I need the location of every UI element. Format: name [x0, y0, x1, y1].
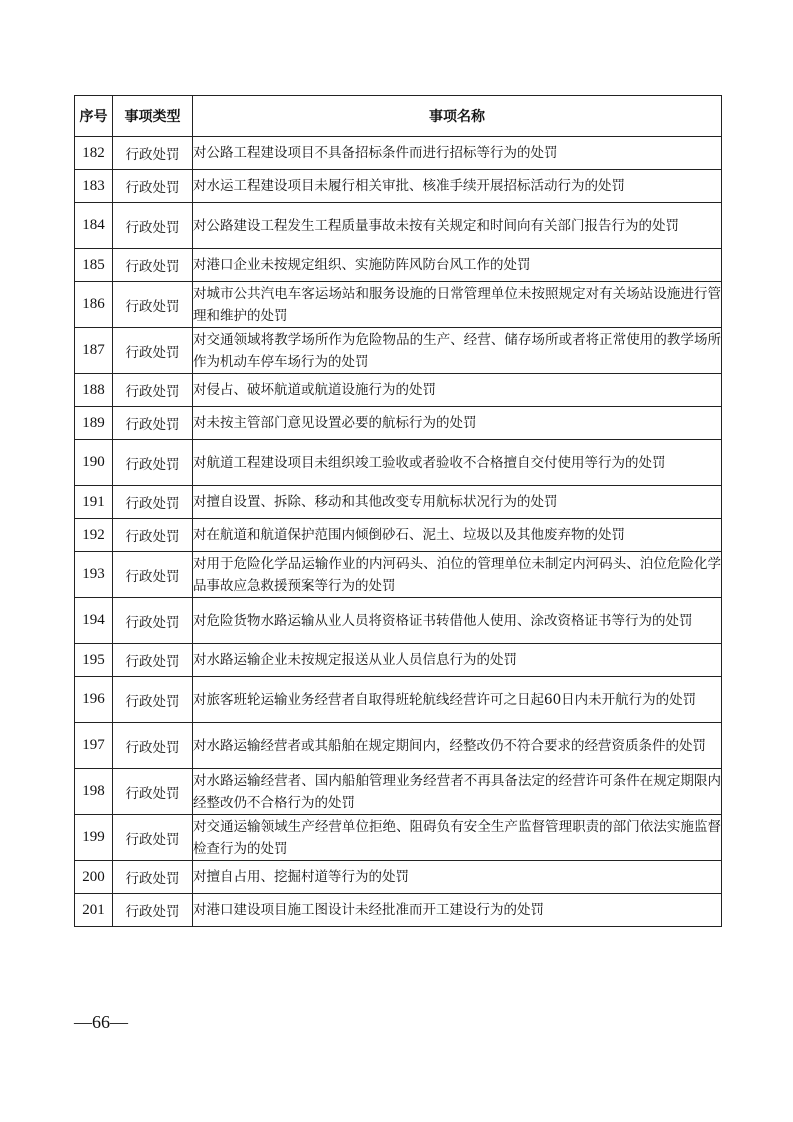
- table-row: [75, 815, 722, 861]
- row-type: 行政处罚: [113, 282, 193, 328]
- table-row: [75, 723, 722, 769]
- table-row: [75, 598, 722, 644]
- row-type: 行政处罚: [113, 407, 193, 440]
- table-row: [75, 407, 722, 440]
- row-number: 187: [75, 328, 113, 374]
- header-row: [75, 96, 722, 137]
- row-type: 行政处罚: [113, 374, 193, 407]
- row-type: 行政处罚: [113, 677, 193, 723]
- table-row: [75, 519, 722, 552]
- row-number: 200: [75, 861, 113, 894]
- row-number: 196: [75, 677, 113, 723]
- table-row: [75, 861, 722, 894]
- row-type: 行政处罚: [113, 328, 193, 374]
- row-number: 195: [75, 644, 113, 677]
- row-number: 188: [75, 374, 113, 407]
- row-type: 行政处罚: [113, 723, 193, 769]
- table-row: [75, 249, 722, 282]
- row-type: 行政处罚: [113, 519, 193, 552]
- row-name: 对水运工程建设项目未履行相关审批、核准手续开展招标活动行为的处罚: [193, 170, 722, 203]
- row-name: 对未按主管部门意见设置必要的航标行为的处罚: [193, 407, 722, 440]
- row-type: 行政处罚: [113, 440, 193, 486]
- row-type: 行政处罚: [113, 170, 193, 203]
- row-name: 对用于危险化学品运输作业的内河码头、泊位的管理单位未制定内河码头、泊位危险化学品事故应急救援预案等行为的处罚: [193, 552, 722, 598]
- table-row: [75, 769, 722, 815]
- row-number: 186: [75, 282, 113, 328]
- row-number: 191: [75, 486, 113, 519]
- row-type: 行政处罚: [113, 894, 193, 927]
- row-name: 对在航道和航道保护范围内倾倒砂石、泥土、垃圾以及其他废弃物的处罚: [193, 519, 722, 552]
- page-number: —66—: [74, 1012, 128, 1032]
- row-number: 198: [75, 769, 113, 815]
- row-name: 对侵占、破坏航道或航道设施行为的处罚: [193, 374, 722, 407]
- row-name: 对港口建设项目施工图设计未经批准而开工建设行为的处罚: [193, 894, 722, 927]
- row-type: 行政处罚: [113, 137, 193, 170]
- row-number: 194: [75, 598, 113, 644]
- row-name: 对公路建设工程发生工程质量事故未按有关规定和时间向有关部门报告行为的处罚: [193, 203, 722, 249]
- header-number: 序号: [75, 96, 113, 137]
- row-name: 对水路运输经营者或其船舶在规定期间内，经整改仍不符合要求的经营资质条件的处罚: [193, 723, 722, 769]
- row-name: 对旅客班轮运输业务经营者自取得班轮航线经营许可之日起60日内未开航行为的处罚: [193, 677, 722, 723]
- row-name: 对城市公共汽电车客运场站和服务设施的日常管理单位未按照规定对有关场站设施进行管理和维护的处罚: [193, 282, 722, 328]
- row-number: 193: [75, 552, 113, 598]
- table-row: [75, 137, 722, 170]
- row-type: 行政处罚: [113, 249, 193, 282]
- row-type: 行政处罚: [113, 769, 193, 815]
- row-name: 对危险货物水路运输从业人员将资格证书转借他人使用、涂改资格证书等行为的处罚: [193, 598, 722, 644]
- row-type: 行政处罚: [113, 552, 193, 598]
- table-row: [75, 486, 722, 519]
- table-row: [75, 328, 722, 374]
- row-type: 行政处罚: [113, 486, 193, 519]
- table-row: [75, 677, 722, 723]
- row-name: 对擅自占用、挖掘村道等行为的处罚: [193, 861, 722, 894]
- header-type: 事项类型: [113, 96, 193, 137]
- table-row: [75, 552, 722, 598]
- row-name: 对港口企业未按规定组织、实施防阵风防台风工作的处罚: [193, 249, 722, 282]
- row-number: 183: [75, 170, 113, 203]
- row-name: 对交通领域将教学场所作为危险物品的生产、经营、储存场所或者将正常使用的教学场所作为机动车停车场行为的处罚: [193, 328, 722, 374]
- row-type: 行政处罚: [113, 598, 193, 644]
- row-type: 行政处罚: [113, 815, 193, 861]
- table-row: [75, 644, 722, 677]
- items-table: [74, 95, 722, 927]
- row-name: 对公路工程建设项目不具备招标条件而进行招标等行为的处罚: [193, 137, 722, 170]
- table-row: [75, 282, 722, 328]
- row-type: 行政处罚: [113, 644, 193, 677]
- table-row: [75, 440, 722, 486]
- row-type: 行政处罚: [113, 203, 193, 249]
- row-type: 行政处罚: [113, 861, 193, 894]
- table-header: [75, 96, 722, 137]
- row-number: 190: [75, 440, 113, 486]
- row-name: 对交通运输领域生产经营单位拒绝、阻碍负有安全生产监督管理职责的部门依法实施监督检查行为的处罚: [193, 815, 722, 861]
- row-name: 对水路运输企业未按规定报送从业人员信息行为的处罚: [193, 644, 722, 677]
- table-row: [75, 374, 722, 407]
- table-row: [75, 170, 722, 203]
- row-number: 199: [75, 815, 113, 861]
- table-body: [75, 137, 722, 927]
- row-name: 对水路运输经营者、国内船舶管理业务经营者不再具备法定的经营许可条件在规定期限内经整改仍不合格行为的处罚: [193, 769, 722, 815]
- row-number: 182: [75, 137, 113, 170]
- table-row: [75, 894, 722, 927]
- row-name: 对航道工程建设项目未组织竣工验收或者验收不合格擅自交付使用等行为的处罚: [193, 440, 722, 486]
- row-name: 对擅自设置、拆除、移动和其他改变专用航标状况行为的处罚: [193, 486, 722, 519]
- row-number: 197: [75, 723, 113, 769]
- row-number: 192: [75, 519, 113, 552]
- row-number: 184: [75, 203, 113, 249]
- header-name: 事项名称: [193, 96, 722, 137]
- row-number: 185: [75, 249, 113, 282]
- table-row: [75, 203, 722, 249]
- row-number: 201: [75, 894, 113, 927]
- row-number: 189: [75, 407, 113, 440]
